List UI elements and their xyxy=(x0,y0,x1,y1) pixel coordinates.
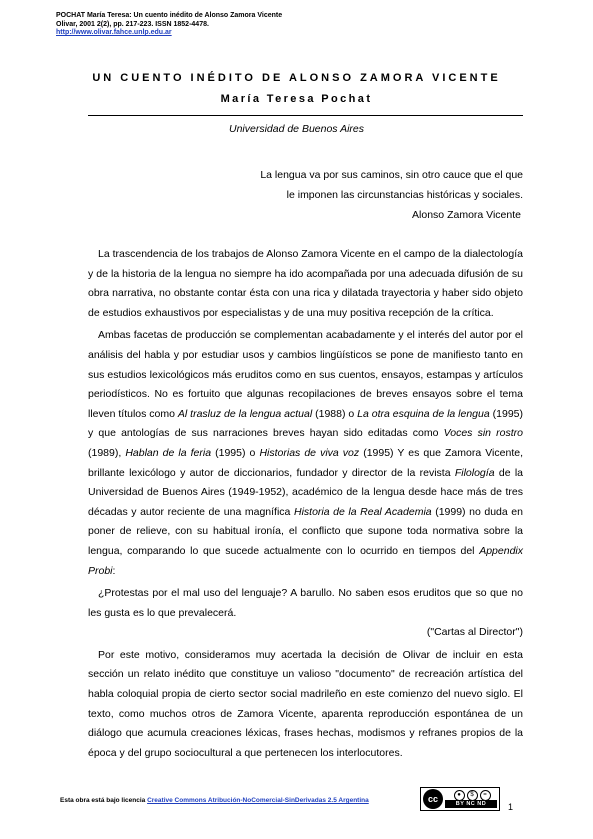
epigraph-line-2: le imponen las circunstancias históricas y sociales. xyxy=(286,189,523,201)
license-footer xyxy=(60,797,369,804)
paragraph-3: Por este motivo, consideramos muy acertada la decisión de Olivar de incluir en esta sección un relato inédito que constituye un valioso "documento" de recreación artística del habla coloquial propia de cierto sector social madrileño en este comienzo del nuevo siglo. El texto, como muchos otros de Zamora Vicente, aparenta reproducción espontánea de un diálogo que acumula creaciones léxicas, frases hechas, modismos y refranes propios de la época y del grupo sociocultural a que pertenecen los interlocutores. xyxy=(88,648,523,759)
title-historia-real-academia: Historia de la Real Academia xyxy=(293,505,432,518)
block-quote: ¿Protestas por el mal uso del lenguaje? A barullo. No saben esos eruditos que so que no les gusta es lo que prevalecerá. xyxy=(88,587,523,619)
title-appendix-probi: Appendix Probi xyxy=(88,544,523,577)
citation-line-1: POCHAT María Teresa: Un cuento inédito de Alonso Zamora Vicente xyxy=(56,12,283,19)
cc-badge-label: BY NC ND xyxy=(445,800,497,808)
title-al-trasluz: Al trasluz de la lengua actual xyxy=(177,407,313,420)
title-divider xyxy=(88,115,523,116)
article-title: UN CUENTO INÉDITO DE ALONSO ZAMORA VICENTE xyxy=(92,72,501,84)
author-affiliation: Universidad de Buenos Aires xyxy=(228,123,365,135)
epigraph xyxy=(220,165,523,225)
journal-url-link[interactable]: http://www.olivar.fahce.unlp.edu.ar xyxy=(56,29,172,36)
license-link[interactable]: Creative Commons Atribución-NoComercial-SinDerivadas 2.5 Argentina xyxy=(147,797,369,804)
citation-header xyxy=(56,12,282,38)
epigraph-line-1: La lengua va por sus caminos, sin otro cauce que el que xyxy=(260,169,523,181)
article-author: María Teresa Pochat xyxy=(220,93,373,105)
license-text: Esta obra está bajo licencia xyxy=(60,797,148,804)
by-attribution-icon: ● xyxy=(454,790,465,801)
title-otra-esquina: La otra esquina de la lengua xyxy=(357,407,490,420)
citation-line-2: Olivar, 2001 2(2), pp. 217-223. ISSN 1852-4478. xyxy=(56,20,209,28)
epigraph-attribution: Alonso Zamora Vicente xyxy=(412,209,521,221)
title-historias-viva-voz: Historias de viva voz xyxy=(259,446,360,459)
title-voces-sin-rostro: Voces sin rostro xyxy=(443,427,523,440)
article-body xyxy=(88,245,523,763)
title-filologia: Filología xyxy=(454,466,495,479)
cc-logo-icon: cc xyxy=(423,789,443,809)
paragraph-1: La trascendencia de los trabajos de Alonso Zamora Vicente en el campo de la dialectología y de la historia de la lengua no siempre ha ido acompañada por una adecuada difusión de su obra narrativa, no obstante contar ésta con una rica y dilatada trayectoria y haber sido objeto de estudios exhaustivos por especialistas y de una muy positiva recepción de la crítica. xyxy=(88,248,523,319)
noncommercial-icon: $ xyxy=(467,790,478,801)
page-number: 1 xyxy=(508,802,514,812)
creative-commons-badge[interactable] xyxy=(420,787,500,811)
noderivatives-icon: = xyxy=(480,790,491,801)
paragraph-2: Ambas facetas de producción se complementan acabadamente y el interés del autor por el análisis del habla y por estudiar usos y cambios lingüísticos se pone de manifiesto tanto en sus estudios lexicológicos más eruditos como en sus cuentos, ensayos, estampas y artículos periodísticos. No es fortuito que algunas recopilaciones de breves ensayos sobre el tema lleven títulos como Al trasluz de la lengua actual (1988) o La otra esquina de la lengua (1995) y que antologías de sus narraciones breves hayan sido editadas como Voces sin rostro (1989), Hablan de la feria (1995) o Historias de viva voz (1995) Y es que Zamora Vicente, brillante lexicólogo y autor de diccionarios, fundador y director de la revista Filología de la Universidad de Buenos Aires (1949-1952), académico de la lengua desde hace más de tres décadas y autor reciente de una magnífica Historia de la Real Academia (1999) no duda en poner de relieve, con su habitual ironía, el conflicto que supone toda normativa sobre la lengua, comparando lo que sucede actualmente con lo ocurrido en tiempos del Appendix Probi: xyxy=(88,329,524,577)
quote-source: ("Cartas al Director") xyxy=(426,626,523,639)
title-hablan-de-la-feria: Hablan de la feria xyxy=(125,446,212,459)
